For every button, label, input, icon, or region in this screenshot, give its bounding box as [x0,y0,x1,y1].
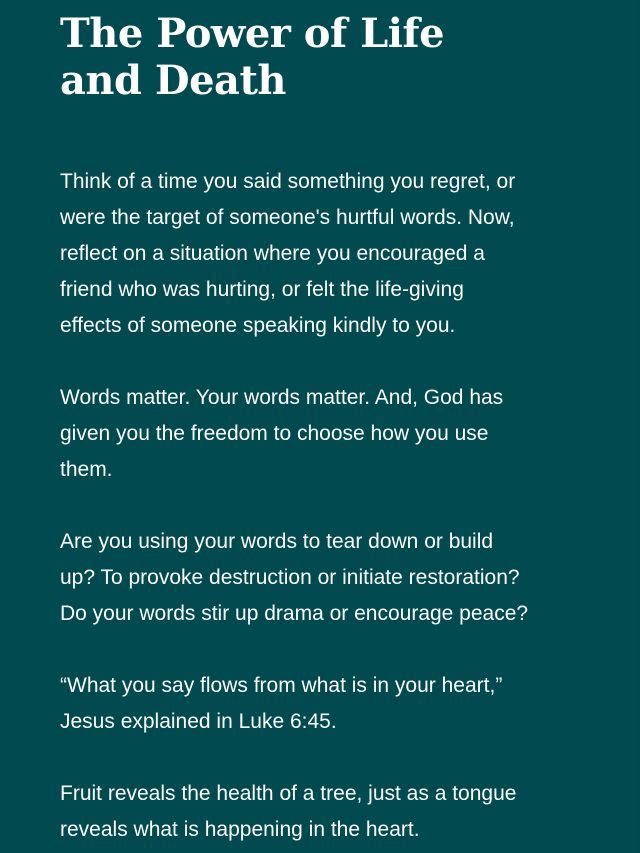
paragraph-line: Fruit reveals the health of a tree, just as a tongue [60,782,517,805]
article-body [60,164,580,848]
paragraph-line: reflect on a situation where you encouraged a [60,242,485,265]
title-line: The Power of Life [60,10,445,57]
page-edge [636,0,640,853]
paragraph-regret [60,164,580,344]
paragraph-questions [60,524,580,632]
paragraph-line: friend who was hurting, or felt the life-giving [60,278,464,301]
paragraph-words-matter [60,380,580,488]
paragraph-line: reveals what is happening in the heart. [60,818,420,841]
title-line: and Death [60,57,287,104]
paragraph-line: “What you say flows from what is in your heart,” [60,674,503,697]
paragraph-line: were the target of someone's hurtful words. Now, [60,206,515,229]
paragraph-scripture-quote [60,668,580,740]
paragraph-line: Do your words stir up drama or encourage peace? [60,602,529,625]
paragraph-line: them. [60,458,113,481]
paragraph-fruit [60,776,580,848]
paragraph-line: effects of someone speaking kindly to you. [60,314,456,337]
paragraph-line: given you the freedom to choose how you use [60,422,489,445]
paragraph-line: Are you using your words to tear down or build [60,530,494,553]
paragraph-line: up? To provoke destruction or initiate restoration? [60,566,520,589]
paragraph-line: Jesus explained in Luke 6:45. [60,710,337,733]
page-title [60,10,580,104]
paragraph-line: Words matter. Your words matter. And, God has [60,386,504,409]
paragraph-line: Think of a time you said something you regret, or [60,170,516,193]
